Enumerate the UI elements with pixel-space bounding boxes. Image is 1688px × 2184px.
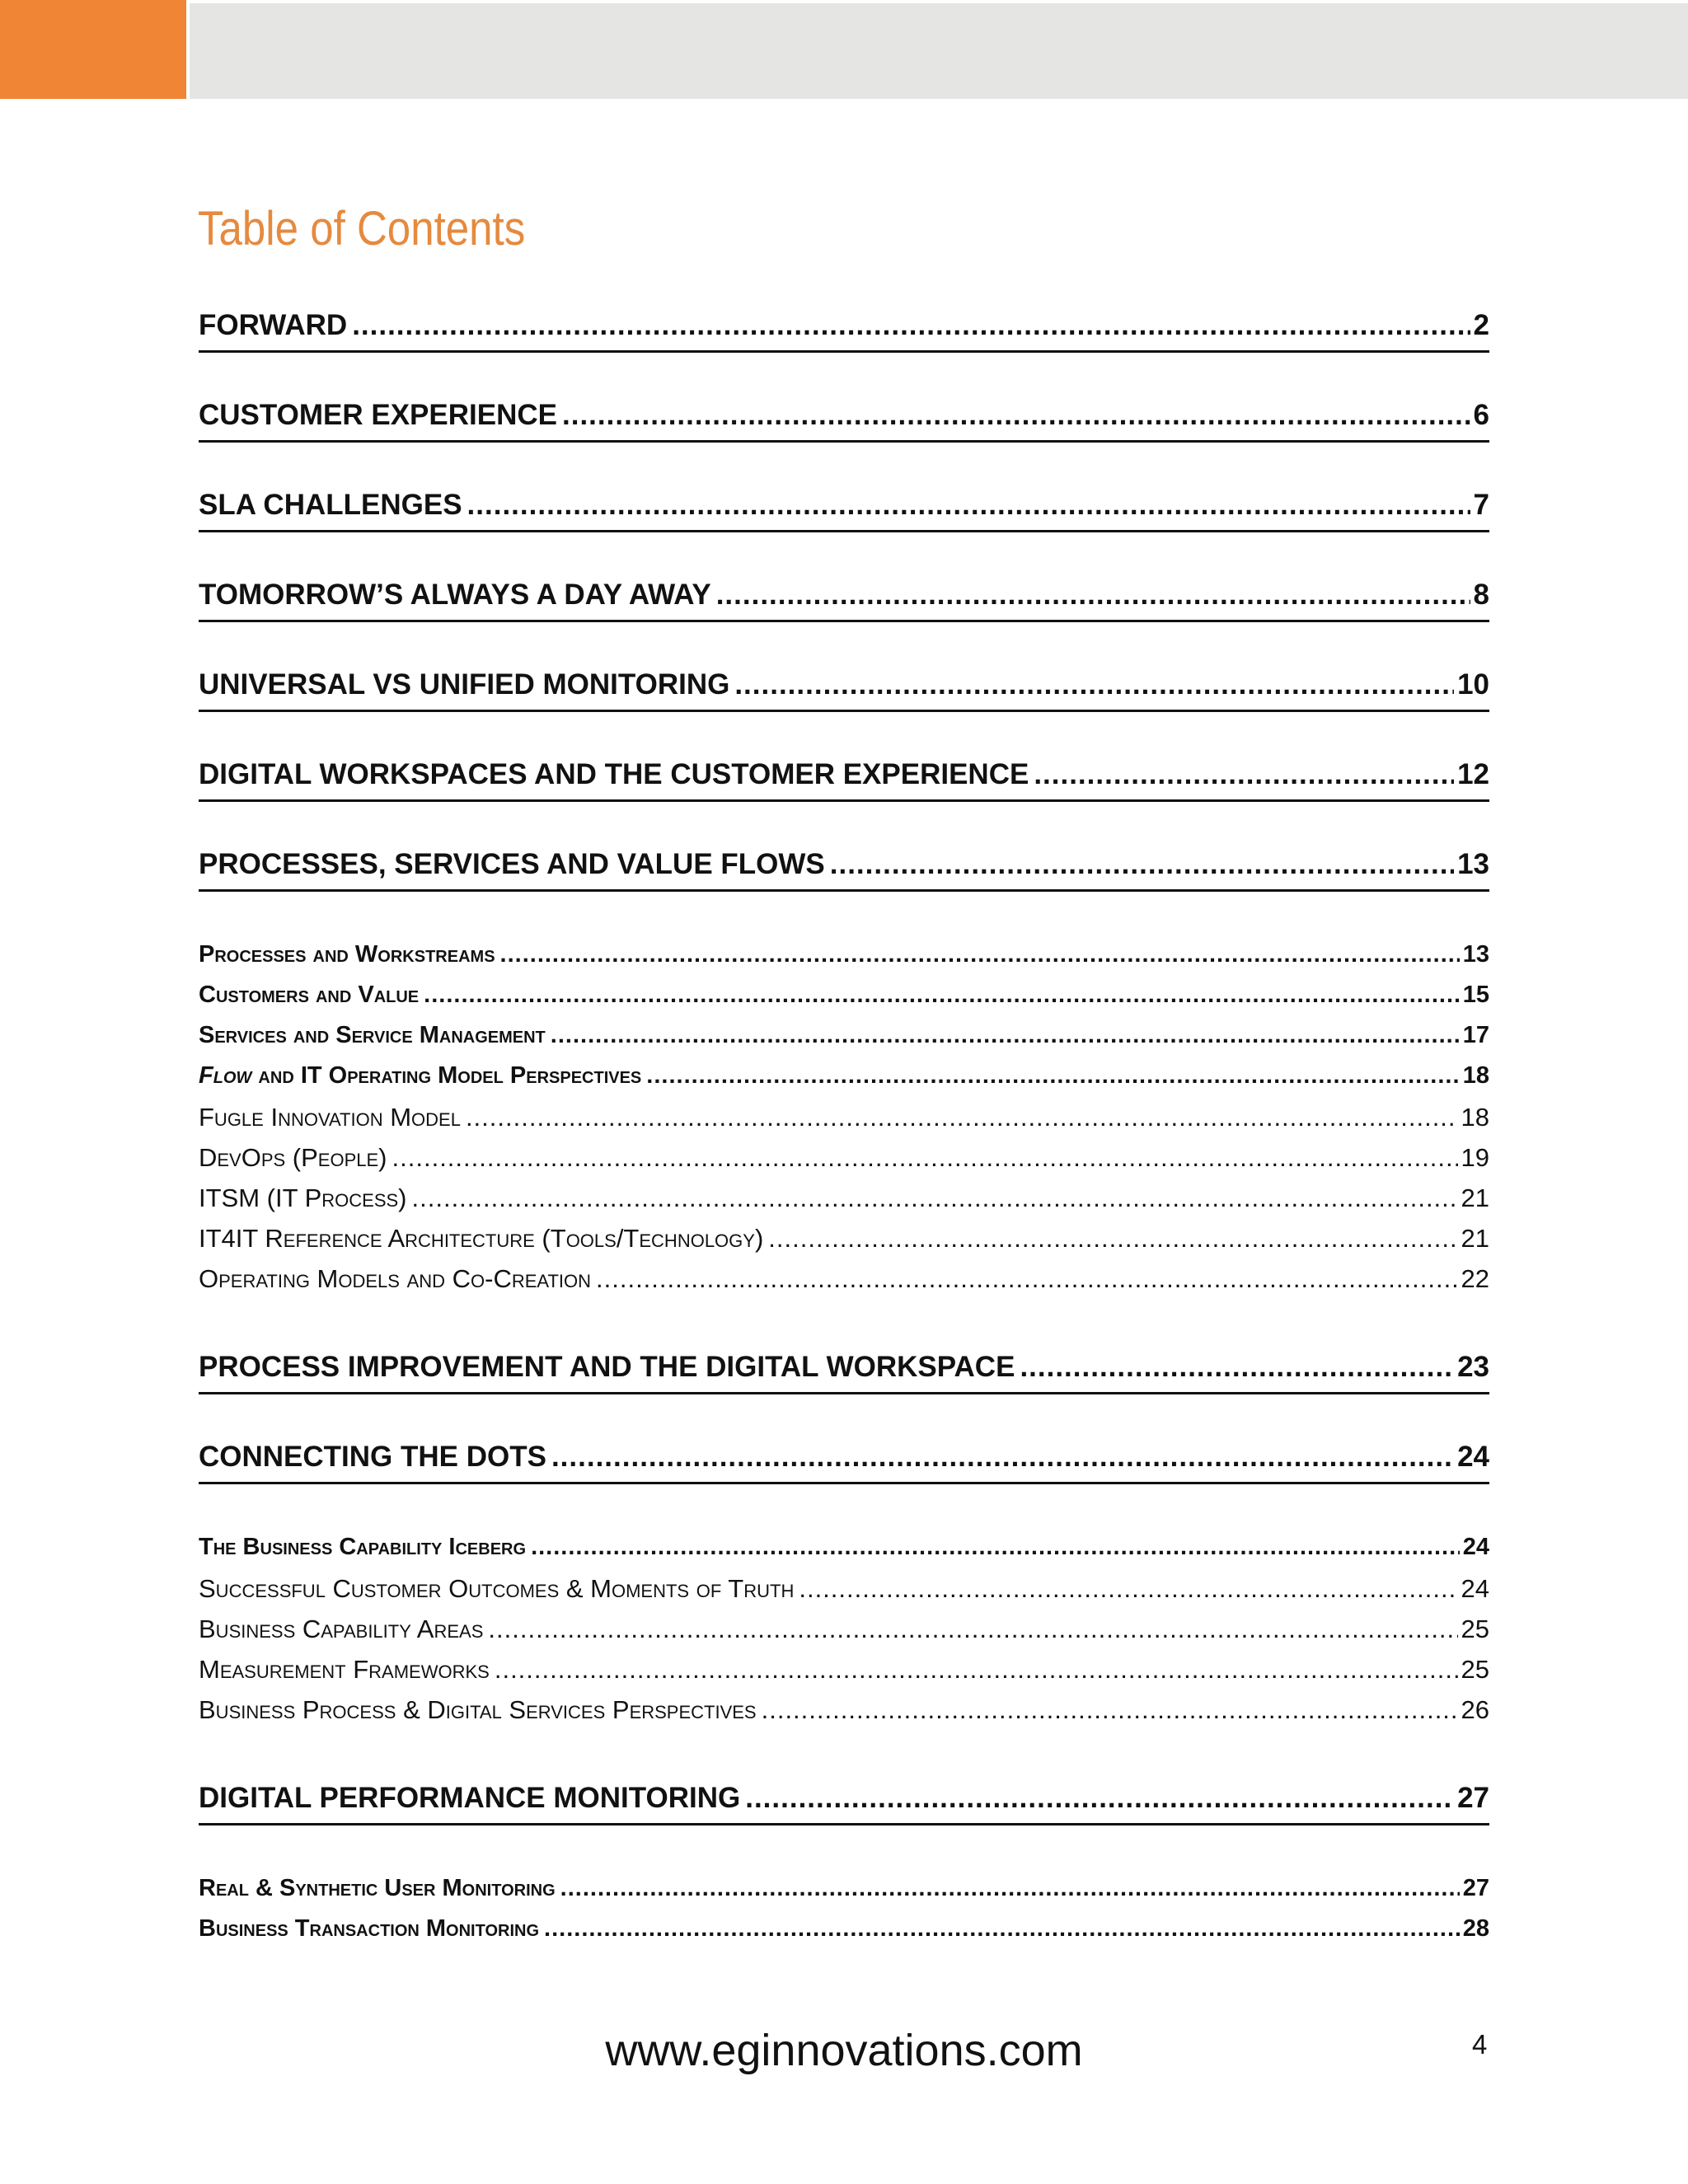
toc-entry-services-and-service-management[interactable]	[199, 1022, 1489, 1058]
toc-entry-page: 10	[1457, 668, 1489, 701]
toc-entry-page: 18	[1462, 1062, 1489, 1089]
toc-entry-tomorrows-always-a-day-away[interactable]	[199, 579, 1489, 622]
toc-entry-page: 15	[1462, 982, 1489, 1008]
toc-entry-label: PROCESSES, SERVICES AND VALUE FLOWS	[199, 848, 825, 880]
header-band	[0, 0, 1688, 99]
toc-entry-page: 25	[1461, 1655, 1489, 1684]
toc-entry-page: 22	[1461, 1264, 1489, 1293]
toc-entry-label: Real & Synthetic User Monitoring	[199, 1875, 556, 1901]
toc-entry-process-improvement[interactable]	[199, 1351, 1489, 1394]
toc-entry-label	[199, 1062, 646, 1090]
dot-leader	[799, 1574, 1457, 1604]
toc-entry-processes-services-value-flows[interactable]	[199, 848, 1489, 892]
toc-entry-label: The Business Capability Iceberg	[199, 1534, 527, 1560]
dot-leader	[762, 1695, 1458, 1725]
footer-website-url[interactable]: www.eginnovations.com	[605, 2026, 1083, 2075]
dot-leader	[466, 1103, 1458, 1132]
toc-entry-page: 8	[1473, 579, 1489, 611]
toc-entry-measurement-frameworks[interactable]	[199, 1655, 1489, 1691]
dot-leader	[424, 982, 1460, 1009]
dot-leader	[551, 1022, 1460, 1049]
toc-entry-processes-and-workstreams[interactable]	[199, 941, 1489, 977]
toc-entry-it4it-reference-architecture[interactable]	[199, 1224, 1489, 1260]
toc-entry-label: DIGITAL PERFORMANCE MONITORING	[199, 1782, 741, 1814]
toc-entry-label: ITSM (IT Process)	[199, 1183, 407, 1212]
toc-entry-label: TOMORROW’S ALWAYS A DAY AWAY	[199, 579, 711, 611]
header-gray-bar	[190, 3, 1688, 99]
dot-leader	[551, 1441, 1454, 1474]
toc-entry-page: 12	[1457, 758, 1489, 790]
toc-entry-label: Operating Models and Co-Creation	[199, 1264, 591, 1293]
toc-entry-page: 26	[1461, 1695, 1489, 1724]
dot-leader	[596, 1264, 1458, 1294]
toc-entry-business-transaction-monitoring[interactable]	[199, 1915, 1489, 1952]
header-accent-block	[0, 0, 186, 99]
toc-entry-label-rest: and IT Operating Model Perspectives	[251, 1062, 642, 1089]
toc-entry-label: CONNECTING THE DOTS	[199, 1441, 546, 1473]
toc-entry-label: IT4IT Reference Architecture (Tools/Technology)	[199, 1224, 764, 1253]
toc-entry-digital-performance-monitoring[interactable]	[199, 1782, 1489, 1825]
toc-entry-page: 13	[1462, 941, 1489, 968]
toc-entry-label-emphasis: Flow	[199, 1062, 252, 1089]
toc-entry-digital-workspaces[interactable]	[199, 758, 1489, 802]
toc-entry-customer-experience[interactable]	[199, 399, 1489, 443]
toc-entry-label: Business Capability Areas	[199, 1615, 484, 1643]
dot-leader	[412, 1183, 1458, 1213]
dot-leader	[716, 579, 1470, 612]
toc-entry-label: Successful Customer Outcomes & Moments of Truth	[199, 1574, 795, 1603]
toc-entry-page: 27	[1457, 1782, 1489, 1814]
toc-entry-operating-models-and-co-creation[interactable]	[199, 1264, 1489, 1301]
toc-entry-page: 13	[1457, 848, 1489, 880]
toc-entry-page: 7	[1473, 489, 1489, 521]
toc-entry-sla-challenges[interactable]	[199, 489, 1489, 532]
toc-entry-business-capability-iceberg[interactable]	[199, 1534, 1489, 1570]
dot-leader	[531, 1534, 1460, 1561]
dot-leader	[544, 1915, 1460, 1943]
toc-entry-business-capability-areas[interactable]	[199, 1615, 1489, 1651]
dot-leader	[1034, 758, 1454, 791]
toc-entry-page: 6	[1473, 399, 1489, 431]
toc-entry-label: Business Transaction Monitoring	[199, 1915, 540, 1942]
toc-entry-page: 24	[1461, 1574, 1489, 1603]
toc-entry-page: 21	[1461, 1224, 1489, 1253]
dot-leader	[768, 1224, 1457, 1254]
toc-entry-page: 2	[1473, 309, 1489, 341]
toc-entry-label: DIGITAL WORKSPACES AND THE CUSTOMER EXPERIENCE	[199, 758, 1029, 790]
dot-leader	[734, 668, 1454, 701]
toc-entry-page: 27	[1462, 1875, 1489, 1901]
toc-entry-flow-and-it-operating-model[interactable]	[199, 1062, 1489, 1099]
toc-entry-page: 25	[1461, 1615, 1489, 1643]
toc-entry-label: CUSTOMER EXPERIENCE	[199, 399, 557, 431]
dot-leader	[495, 1655, 1458, 1685]
dot-leader	[830, 848, 1454, 881]
dot-leader	[467, 489, 1470, 522]
toc-entry-itsm-it-process[interactable]	[199, 1183, 1489, 1220]
toc-entry-fugle-innovation-model[interactable]	[199, 1103, 1489, 1139]
toc-entry-label: SLA CHALLENGES	[199, 489, 462, 521]
toc-entry-page: 18	[1461, 1103, 1489, 1132]
toc-entry-successful-customer-outcomes[interactable]	[199, 1574, 1489, 1610]
toc-entry-page: 17	[1462, 1022, 1489, 1048]
toc-entry-forward[interactable]	[199, 309, 1489, 353]
dot-leader	[745, 1782, 1454, 1815]
toc-entry-page: 24	[1457, 1441, 1489, 1473]
toc-entry-page: 21	[1461, 1183, 1489, 1212]
dot-leader	[1020, 1351, 1454, 1384]
toc-entry-label: Business Process & Digital Services Perspectives	[199, 1695, 757, 1724]
toc-entry-label: PROCESS IMPROVEMENT AND THE DIGITAL WORKSPACE	[199, 1351, 1015, 1383]
dot-leader	[500, 941, 1460, 968]
toc-entry-label: DevOps (People)	[199, 1143, 387, 1172]
dot-leader	[352, 309, 1470, 342]
page-number: 4	[1472, 2029, 1488, 2060]
toc-entry-business-process-digital-services[interactable]	[199, 1695, 1489, 1732]
dot-leader	[562, 399, 1470, 432]
toc-entry-label: FORWARD	[199, 309, 348, 341]
toc-entry-universal-vs-unified-monitoring[interactable]	[199, 668, 1489, 712]
toc-entry-connecting-the-dots[interactable]	[199, 1441, 1489, 1484]
toc-entry-label: Services and Service Management	[199, 1022, 546, 1048]
toc-entry-devops-people[interactable]	[199, 1143, 1489, 1179]
toc-entry-label: UNIVERSAL VS UNIFIED MONITORING	[199, 668, 730, 701]
toc-entry-page: 19	[1461, 1143, 1489, 1172]
toc-entry-page: 24	[1462, 1534, 1489, 1560]
toc-entry-real-synthetic-user-monitoring[interactable]	[199, 1875, 1489, 1911]
dot-leader	[560, 1875, 1460, 1902]
dot-leader	[392, 1143, 1458, 1173]
dot-leader	[488, 1615, 1457, 1644]
dot-leader	[646, 1062, 1459, 1090]
page-title: Table of Contents	[198, 202, 526, 255]
toc-entry-label: Customers and Value	[199, 982, 420, 1008]
toc-entry-label: Fugle Innovation Model	[199, 1103, 461, 1132]
toc-entry-customers-and-value[interactable]	[199, 982, 1489, 1018]
toc-entry-label: Measurement Frameworks	[199, 1655, 490, 1684]
toc-entry-page: 23	[1457, 1351, 1489, 1383]
toc-entry-label: Processes and Workstreams	[199, 941, 495, 968]
toc-entry-page: 28	[1462, 1915, 1489, 1942]
